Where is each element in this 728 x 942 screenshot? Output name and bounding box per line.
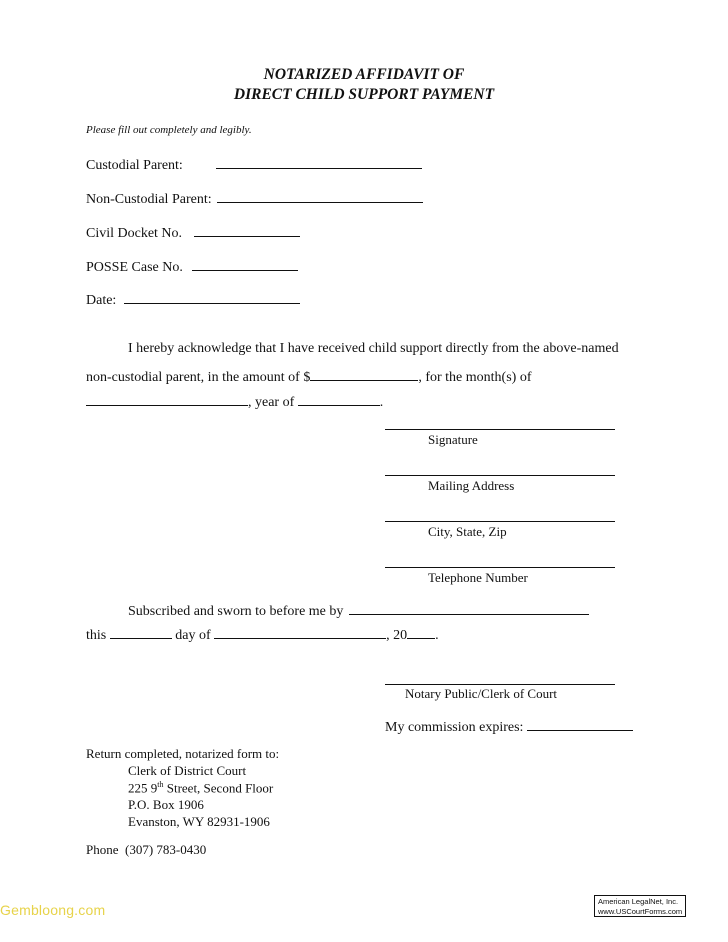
custodial-parent-line[interactable] [216,154,422,169]
custodial-parent-label: Custodial Parent: [86,158,183,173]
telephone-label: Telephone Number [428,570,528,585]
return-street [128,780,273,796]
street-number: 225 9 [128,780,158,796]
notary-date-line [86,624,439,644]
civil-docket-label: Civil Docket No. [86,226,183,241]
commission-label: My commission expires: [385,720,524,735]
date-field[interactable] [86,289,300,309]
city-state-zip-label: City, State, Zip [428,524,507,539]
acknowledgment-line3 [86,391,383,411]
telephone-line[interactable] [385,567,615,568]
non-custodial-parent-line[interactable] [217,188,423,203]
mailing-address-line[interactable] [385,475,615,476]
civil-docket-field[interactable] [86,222,300,242]
non-custodial-parent-label: Non-Custodial Parent: [86,192,212,207]
acknowledgment-line2 [86,366,532,386]
watermark-logo: Gembloong.com [0,902,106,918]
acknowledgment-line1: I hereby acknowledge that I have received child support directly from the above-named [128,341,619,356]
signature-line[interactable] [385,429,615,430]
year-line[interactable] [298,391,380,406]
date-label: Date: [86,293,117,308]
sworn-line [128,600,589,620]
year-prefix-label: , 20 [386,628,408,643]
year-period: . [379,395,384,410]
form-title-line1: NOTARIZED AFFIDAVIT OF [263,66,465,83]
city-state-zip-line[interactable] [385,521,615,522]
return-po-box: P.O. Box 1906 [128,797,204,812]
amount-line[interactable] [310,366,418,381]
sworn-label: Subscribed and sworn to before me by [128,604,344,619]
street-name: Street, Second Floor [163,780,274,796]
form-title-line2: DIRECT CHILD SUPPORT PAYMENT [233,86,495,103]
notary-label: Notary Public/Clerk of Court [405,686,558,701]
publisher-box [594,895,686,917]
return-office: Clerk of District Court [128,763,247,778]
posse-case-line[interactable] [192,256,298,271]
commission-line[interactable] [527,716,633,731]
notary-year-line[interactable] [407,624,435,639]
sworn-by-line[interactable] [349,600,589,615]
month-line[interactable] [214,624,386,639]
non-custodial-parent-field[interactable] [86,188,423,208]
signature-label: Signature [428,432,478,447]
amount-label: non-custodial parent, in the amount of $ [86,370,311,385]
publisher-url: www.USCourtForms.com [598,907,683,916]
civil-docket-line[interactable] [194,222,300,237]
commission-field [385,716,633,736]
street-suffix: th [157,780,164,789]
phone-number: Phone (307) 783-0430 [86,842,207,857]
this-label: this [86,628,107,643]
instruction-text: Please fill out completely and legibly. [86,124,252,136]
months-line[interactable] [86,391,248,406]
posse-case-field[interactable] [86,256,298,276]
months-label: , for the month(s) of [418,370,532,385]
return-heading: Return completed, notarized form to: [86,746,280,761]
day-line[interactable] [110,624,172,639]
custodial-parent-field[interactable] [86,154,422,174]
year-label: , year of [248,395,295,410]
notary-signature-line[interactable] [385,684,615,685]
date-line[interactable] [124,289,300,304]
posse-case-label: POSSE Case No. [86,260,183,275]
day-of-label: day of [175,628,211,643]
mailing-address-label: Mailing Address [428,478,515,493]
return-city: Evanston, WY 82931-1906 [128,814,270,829]
publisher-name: American LegalNet, Inc. [598,897,679,906]
notary-period: . [435,628,439,643]
